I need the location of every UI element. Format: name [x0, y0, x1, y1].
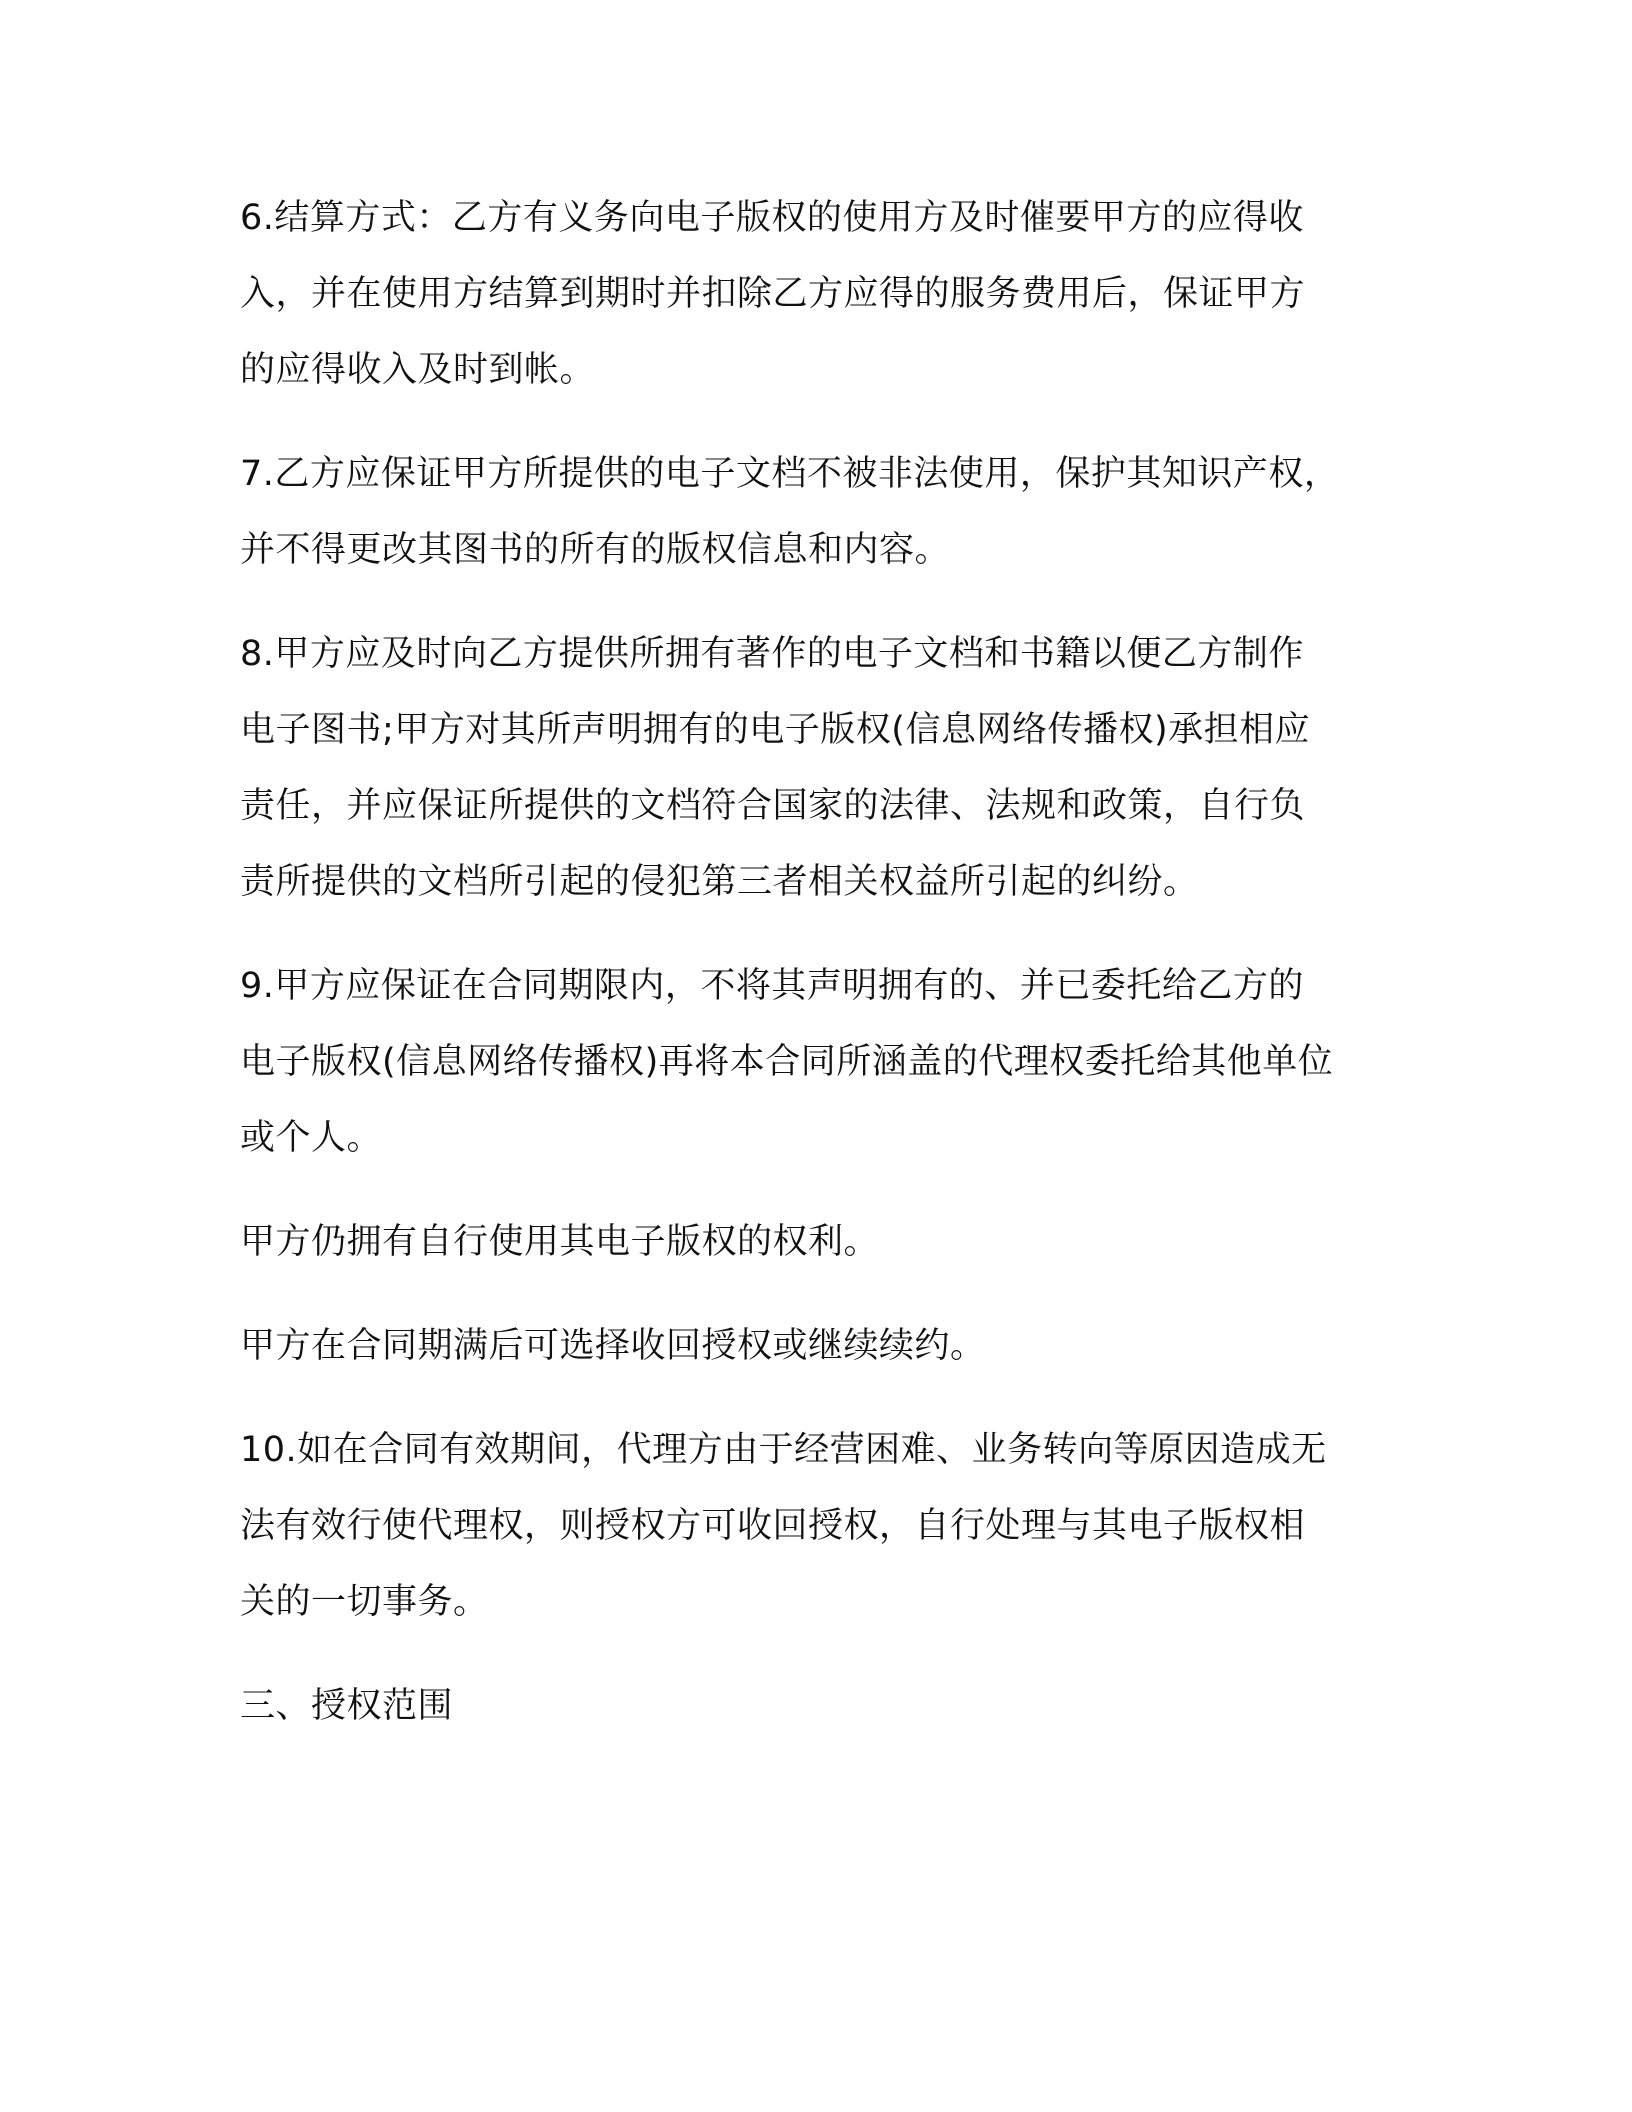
clause-8-line-2: 电子图书;甲方对其所声明拥有的电子版权(信息网络传播权)承担相应: [240, 710, 1311, 750]
clause-6-line-2: 入，并在使用方结算到期时并扣除乙方应得的服务费用后，保证甲方: [240, 274, 1306, 314]
clause-7-line-2: 并不得更改其图书的所有的版权信息和内容。: [240, 530, 951, 570]
clause-10-line-1: 10.如在合同有效期间，代理方由于经营困难、业务转向等原因造成无: [240, 1430, 1327, 1470]
clause-9-line-1: 9.甲方应保证在合同期限内，不将其声明拥有的、并已委托给乙方的: [240, 966, 1304, 1006]
clause-9-line-3: 或个人。: [240, 1118, 383, 1158]
clause-10-line-3: 关的一切事务。: [240, 1582, 489, 1622]
clause-7-line-1: 7.乙方应保证甲方所提供的电子文档不被非法使用，保护其知识产权，: [240, 454, 1340, 494]
renewal-paragraph: 甲方在合同期满后可选择收回授权或继续续约。: [240, 1326, 986, 1366]
clause-6-line-3: 的应得收入及时到帐。: [240, 350, 596, 390]
clause-8-line-4: 责所提供的文档所引起的侵犯第三者相关权益所引起的纠纷。: [240, 862, 1199, 902]
clause-9-line-2: 电子版权(信息网络传播权)再将本合同所涵盖的代理权委托给其他单位: [240, 1042, 1334, 1082]
clause-10-line-2: 法有效行使代理权，则授权方可收回授权，自行处理与其电子版权相: [240, 1506, 1306, 1546]
clause-8-line-3: 责任，并应保证所提供的文档符合国家的法律、法规和政策，自行负: [240, 786, 1306, 826]
rights-paragraph: 甲方仍拥有自行使用其电子版权的权利。: [240, 1222, 880, 1262]
clause-8-line-1: 8.甲方应及时向乙方提供所拥有著作的电子文档和书籍以便乙方制作: [240, 634, 1304, 674]
clause-6-line-1: 6.结算方式：乙方有义务向电子版权的使用方及时催要甲方的应得收: [240, 198, 1304, 238]
section-heading: 三、授权范围: [240, 1686, 454, 1726]
